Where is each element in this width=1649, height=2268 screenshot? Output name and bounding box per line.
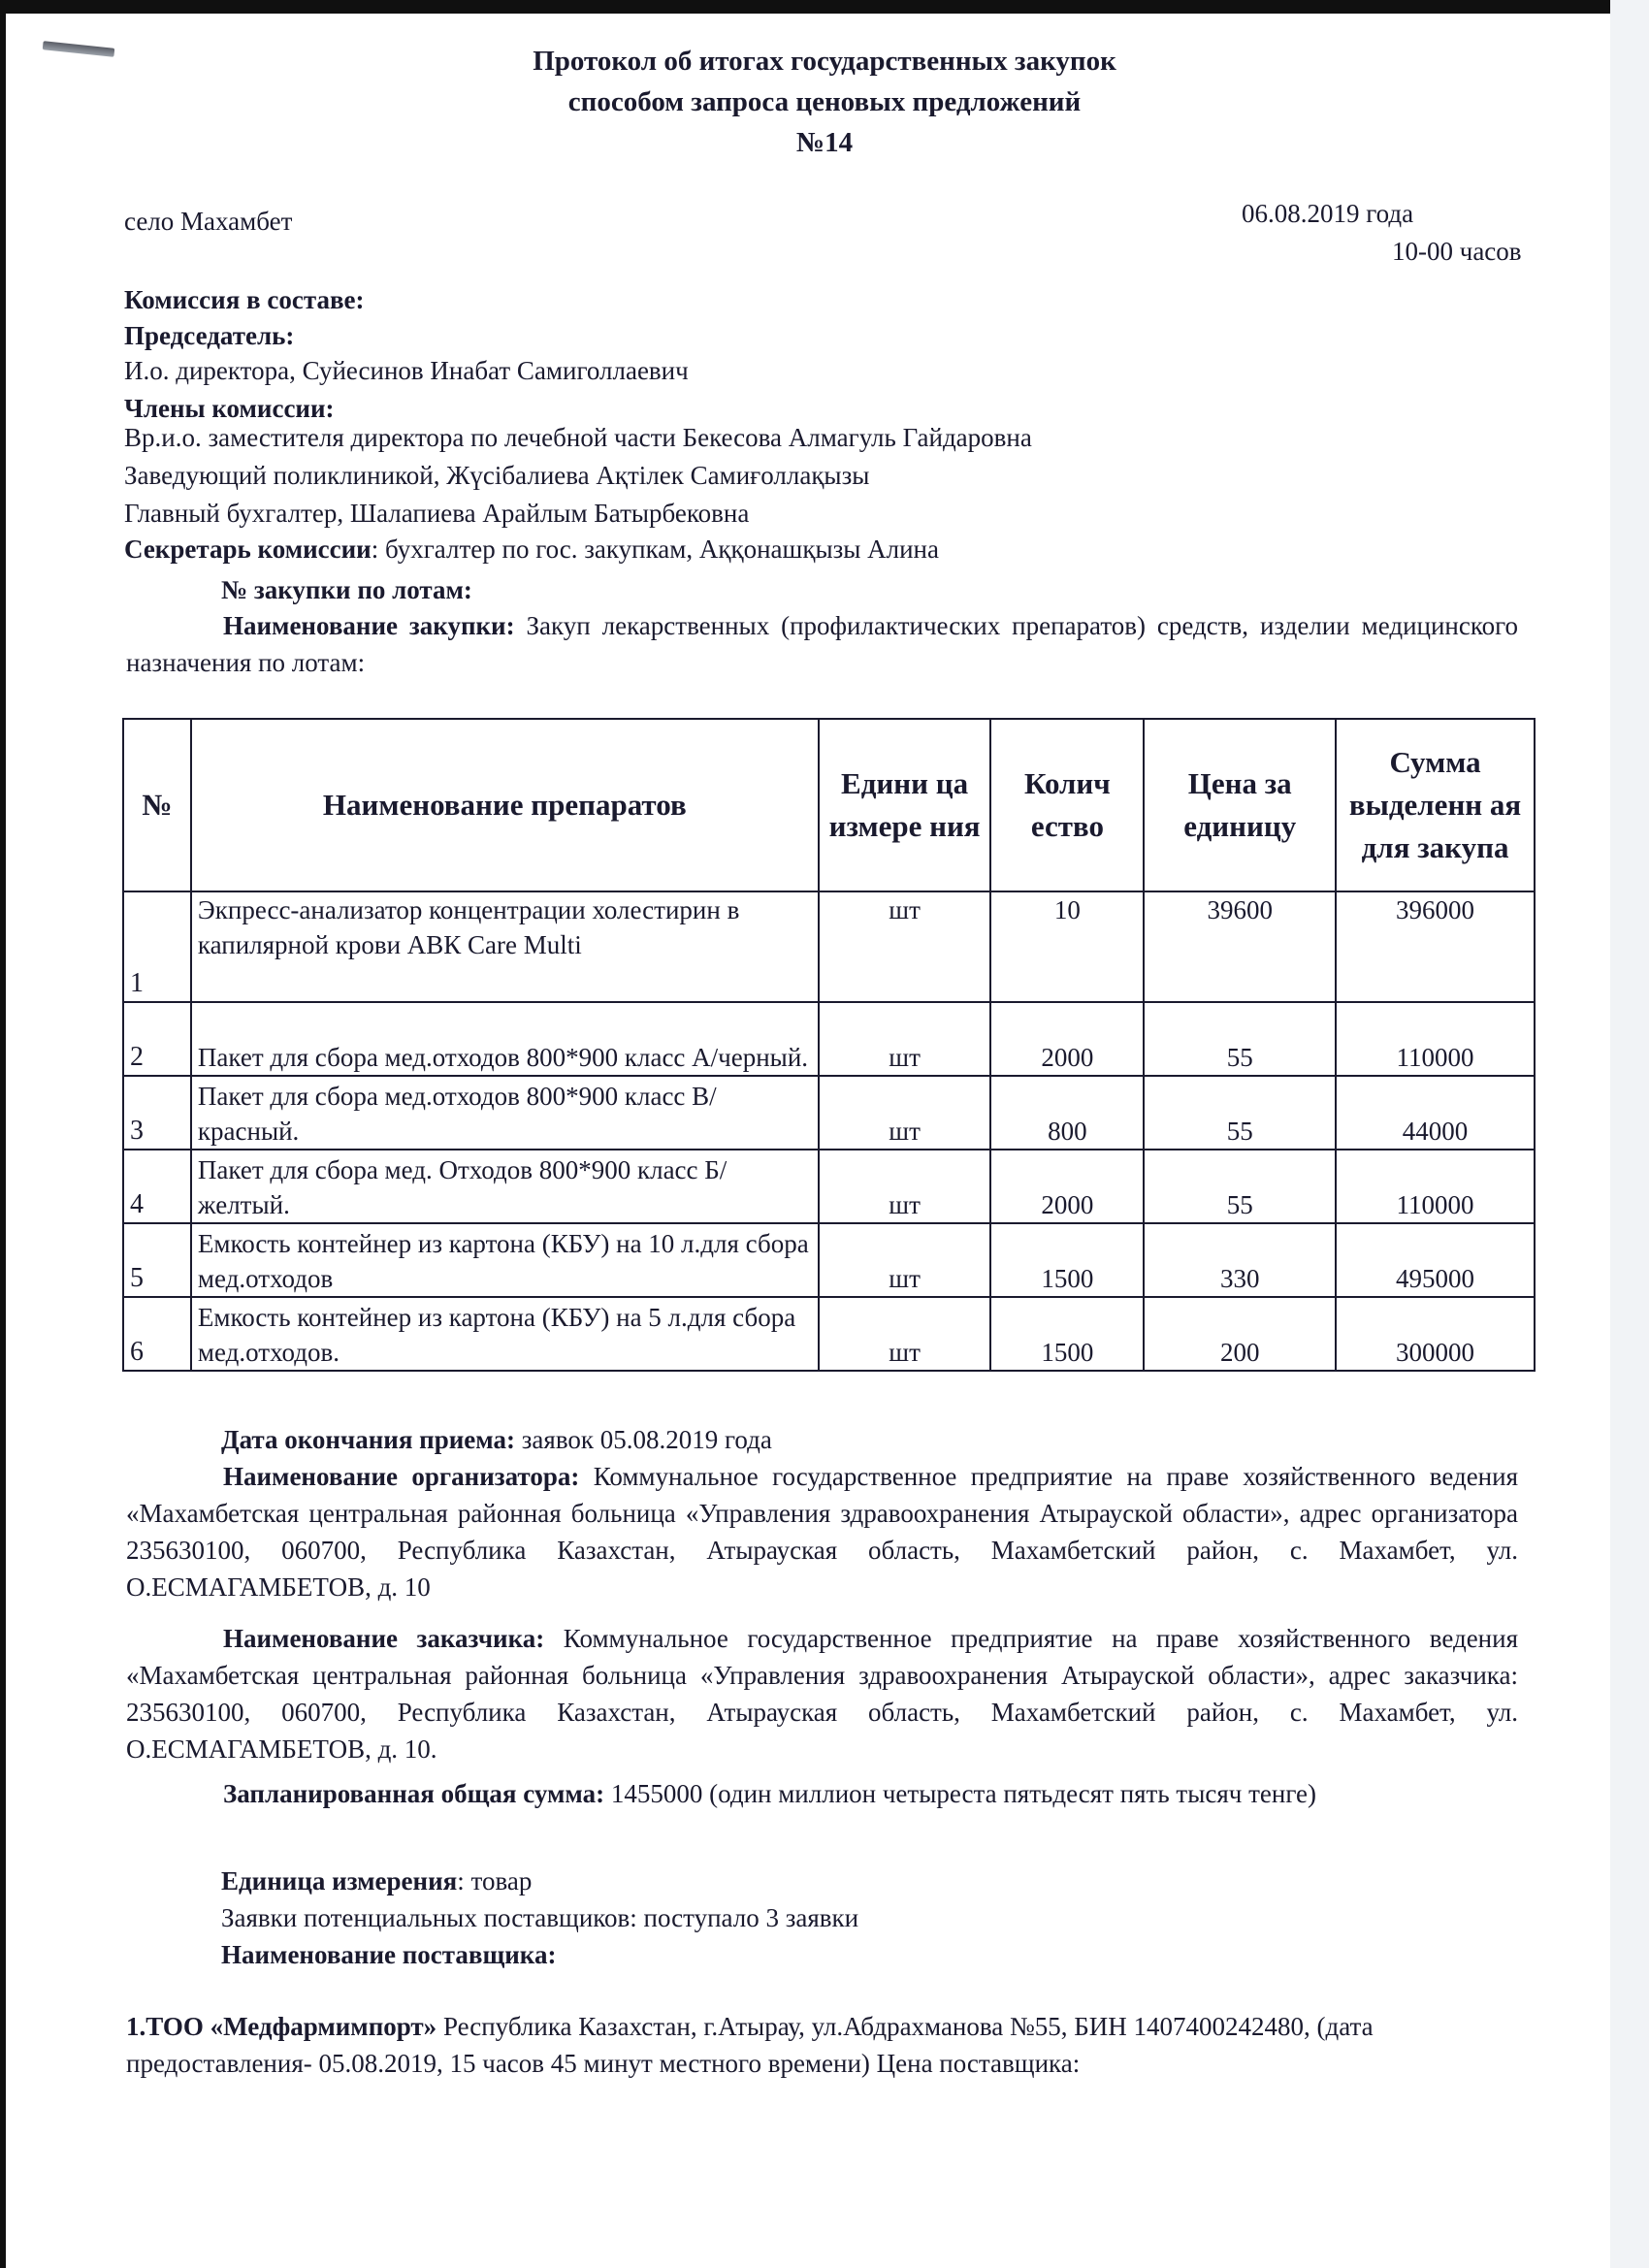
- deadline-label: Дата окончания приема:: [221, 1425, 515, 1454]
- customer-text: Коммунальное государственное предприятие на праве хозяйственного ведения «Махамбетская центральная районная больница «Управления здравоохранения Атырауской области», адрес заказчика: 235630100, 060700, Республика Казахстан, Атырауская область, Махамбетский район, с. Махамбет, ул. О.ЕСМАГАМБЕТОВ, д. 10.: [126, 1624, 1519, 1764]
- cell-sum: 396000: [1336, 891, 1535, 1002]
- bids-received: Заявки потенциальных поставщиков: поступало 3 заявки: [221, 1903, 859, 1932]
- cell-sum: 44000: [1336, 1076, 1535, 1150]
- table-row: [123, 891, 1535, 1002]
- cell-qty: 2000: [990, 1002, 1144, 1076]
- purchase-text: Закуп лекарственных (профилактических препаратов) средств, изделии медицинского назначения по лотам:: [126, 611, 1518, 677]
- scan-border-left: [0, 0, 6, 2268]
- cell-qty: 1500: [990, 1223, 1144, 1297]
- cell-qty: 2000: [990, 1150, 1144, 1223]
- cell-sum: 110000: [1336, 1150, 1535, 1223]
- cell-qty: 10: [990, 891, 1144, 1002]
- cell-no: 1: [123, 891, 191, 1002]
- cell-sum: 495000: [1336, 1223, 1535, 1297]
- commission-heading: Комиссия в составе:: [124, 285, 365, 314]
- cell-unit: шт: [819, 1076, 991, 1150]
- header-sum: Сумма выделенн ая для закупа: [1336, 719, 1535, 891]
- title-line-2: способом запроса ценовых предложений: [567, 86, 1082, 117]
- cell-price: 330: [1144, 1223, 1336, 1297]
- secretary-text: : бухгалтер по гос. закупкам, Аққонашқызы Алина: [371, 535, 939, 564]
- supplier-1: [126, 2008, 1504, 2082]
- planned-total-text: 1455000 (один миллион четыреста пятьдесят пять тысяч тенге): [604, 1779, 1317, 1808]
- cell-price: 39600: [1144, 891, 1336, 1002]
- cell-qty: 1500: [990, 1297, 1144, 1371]
- cell-qty: 800: [990, 1076, 1144, 1150]
- cell-price: 55: [1144, 1002, 1336, 1076]
- document-title: [0, 41, 1649, 163]
- cell-price: 55: [1144, 1150, 1336, 1223]
- cell-name: Пакет для сбора мед.отходов 800*900 класс В/красный.: [191, 1076, 819, 1150]
- cell-no: 6: [123, 1297, 191, 1371]
- cell-unit: шт: [819, 1002, 991, 1076]
- cell-unit: шт: [819, 891, 991, 1002]
- cell-sum: 110000: [1336, 1002, 1535, 1076]
- unit-text: : товар: [457, 1866, 533, 1895]
- title-line-1: Протокол об итогах государственных закупок: [533, 46, 1116, 77]
- cell-sum: 300000: [1336, 1297, 1535, 1371]
- supplier-1-text: Республика Казахстан, г.Атырау, ул.Абдрахманова №55, БИН 1407400242480, (дата предоставления- 05.08.2019, 15 часов 45 минут местного времени) Цена поставщика:: [126, 2012, 1374, 2078]
- supplier-label: Наименование поставщика:: [221, 1940, 557, 1969]
- planned-total: [126, 1775, 1518, 1812]
- secretary: [124, 531, 939, 567]
- header-name: Наименование препаратов: [191, 719, 819, 891]
- table-row: [123, 1297, 1535, 1371]
- member-2: Заведующий поликлиникой, Жүсібалиева Ақтілек Самиғоллақызы: [124, 461, 870, 490]
- organizer-text: Коммунальное государственное предприятие на праве хозяйственного ведения «Махамбетская центральная районная больница «Управления здравоохранения Атырауской области», адрес организатора 235630100, 060700, Республика Казахстан, Атырауская область, Махамбетский район, с. Махамбет, ул. О.ЕСМАГАМБЕТОВ, д. 10: [126, 1462, 1518, 1602]
- header-no: №: [123, 719, 191, 891]
- unit-label: Единица измерения: [221, 1866, 458, 1895]
- date: 06.08.2019 года: [1242, 199, 1414, 228]
- lots-label: № закупки по лотам:: [221, 575, 472, 604]
- member-1: Вр.и.о. заместителя директора по лечебной части Бекесова Алмагуль Гайдаровна: [124, 423, 1032, 452]
- cell-unit: шт: [819, 1150, 991, 1223]
- time: 10-00 часов: [1392, 237, 1522, 266]
- cell-name: Пакет для сбора мед. Отходов 800*900 класс Б/ желтый.: [191, 1150, 819, 1223]
- chair-label: Председатель:: [124, 321, 295, 350]
- cell-unit: шт: [819, 1297, 991, 1371]
- organizer-label: Наименование организатора:: [223, 1462, 580, 1491]
- cell-name: Емкость контейнер из картона (КБУ) на 10 л.для сбора мед.отходов: [191, 1223, 819, 1297]
- member-3: Главный бухгалтер, Шалапиева Арайлым Батырбековна: [124, 499, 750, 528]
- cell-price: 200: [1144, 1297, 1336, 1371]
- cell-unit: шт: [819, 1223, 991, 1297]
- cell-no: 5: [123, 1223, 191, 1297]
- cell-no: 4: [123, 1150, 191, 1223]
- header-qty: Колич ество: [990, 719, 1144, 891]
- deadline: [221, 1421, 772, 1458]
- cell-no: 3: [123, 1076, 191, 1150]
- customer-label: Наименование заказчика:: [223, 1624, 545, 1653]
- organizer: [126, 1458, 1518, 1605]
- unit-of-measure: [221, 1863, 532, 1899]
- header-unit: Едини ца измере ния: [819, 719, 991, 891]
- place: село Махамбет: [124, 207, 293, 236]
- table-row: [123, 1002, 1535, 1076]
- members-label: Члены комиссии:: [124, 394, 335, 423]
- cell-price: 55: [1144, 1076, 1336, 1150]
- table-row: [123, 1076, 1535, 1150]
- chair-name: И.о. директора, Суйесинов Инабат Самиголлаевич: [124, 356, 689, 385]
- secretary-label: Секретарь комиссии: [124, 535, 372, 564]
- deadline-text: заявок 05.08.2019 года: [515, 1425, 772, 1454]
- table-row: [123, 1150, 1535, 1223]
- table-row: [123, 1223, 1535, 1297]
- header-price: Цена за единицу: [1144, 719, 1336, 891]
- planned-total-label: Запланированная общая сумма:: [223, 1779, 605, 1808]
- cell-name: Пакет для сбора мед.отходов 800*900 класс А/черный.: [191, 1002, 819, 1076]
- scan-border-top: [0, 0, 1649, 14]
- cell-name: Экпресс-анализатор концентрации холестирин в капилярной крови АВК Care Multi: [191, 891, 819, 1002]
- supplier-1-name: 1.ТОО «Медфармимпорт»: [126, 2012, 437, 2041]
- scan-margin-right: [1610, 0, 1649, 2268]
- table-header-row: [123, 719, 1535, 891]
- lots-table: [122, 718, 1536, 1372]
- purchase-label: Наименование закупки:: [223, 611, 515, 640]
- cell-no: 2: [123, 1002, 191, 1076]
- purchase-name: [126, 607, 1518, 681]
- cell-name: Емкость контейнер из картона (КБУ) на 5 л.для сбора мед.отходов.: [191, 1297, 819, 1371]
- title-line-3: №14: [795, 127, 854, 158]
- customer: [126, 1620, 1518, 1767]
